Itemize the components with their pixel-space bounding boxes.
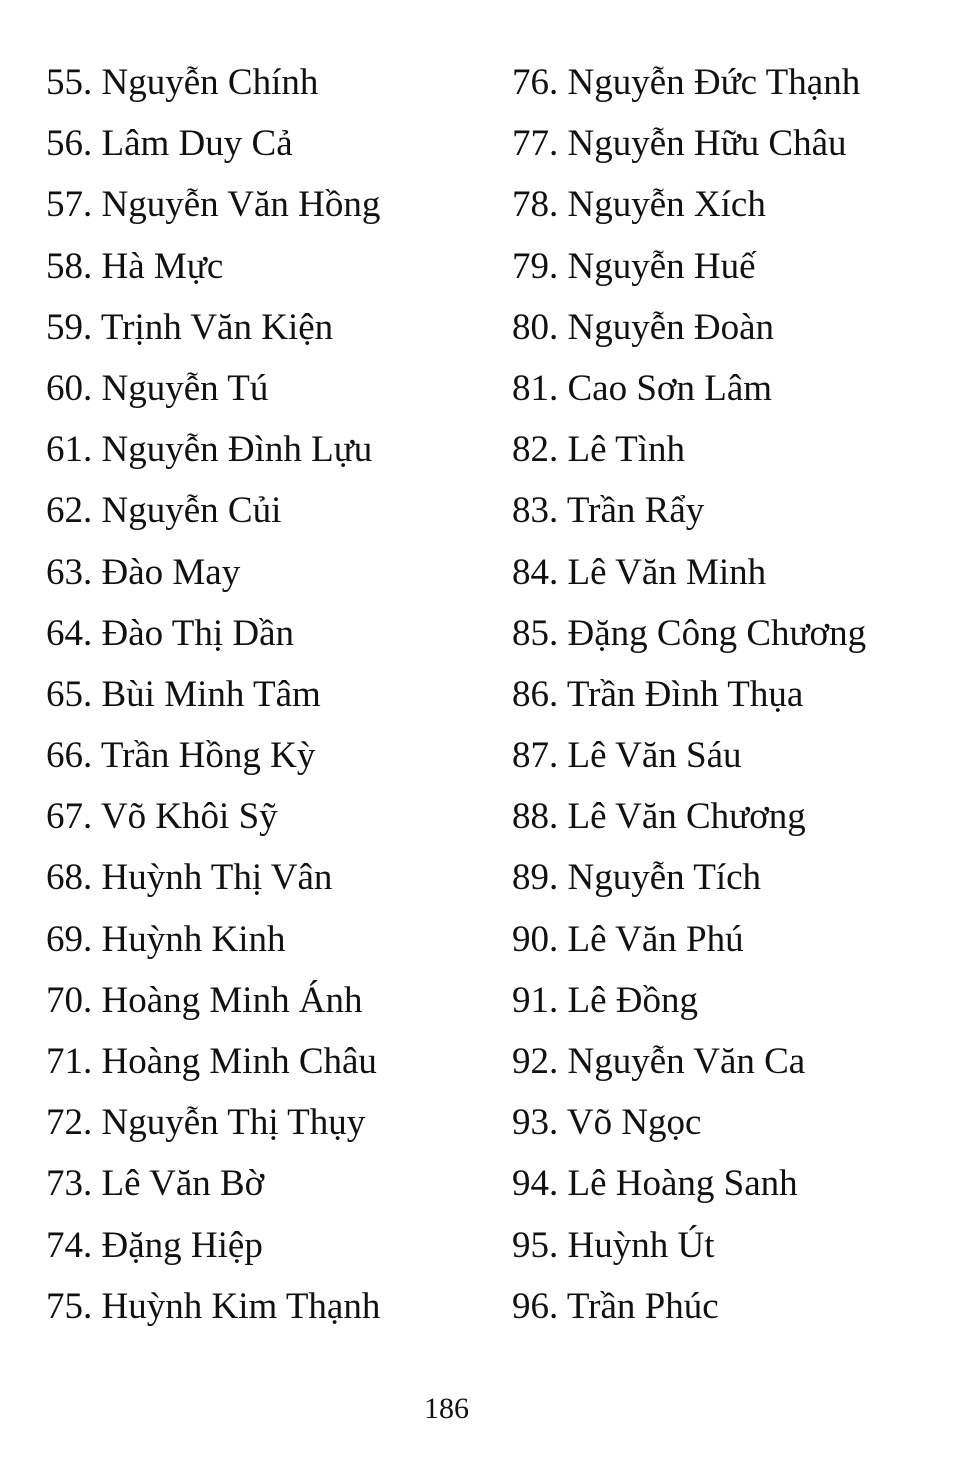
list-item <box>512 725 942 786</box>
list-item-number: 61. <box>46 429 93 471</box>
list-item-name: Lê Văn Bờ <box>101 1163 265 1205</box>
list-item-number: 63. <box>46 551 93 593</box>
list-item-name: Lâm Duy Cả <box>101 123 293 165</box>
list-item-number: 73. <box>46 1163 93 1205</box>
list-item-number: 66. <box>46 735 93 777</box>
list-item-number: 74. <box>46 1224 93 1266</box>
list-item <box>512 480 942 541</box>
list-item-number: 71. <box>46 1041 93 1082</box>
list-item-number: 86. <box>512 673 559 715</box>
list-item <box>512 970 942 1031</box>
list-item <box>46 480 476 541</box>
list-item <box>46 1153 476 1214</box>
list-item-number: 59. <box>46 306 93 348</box>
list-item-name: Nguyễn Tích <box>567 857 762 899</box>
list-item-name: Nguyễn Văn Hồng <box>101 184 381 226</box>
list-item <box>46 358 476 419</box>
list-item-number: 67. <box>46 796 93 838</box>
list-item-name: Đặng Công Chương <box>567 612 867 654</box>
list-item <box>512 1276 942 1337</box>
list-item-number: 56. <box>46 123 93 165</box>
list-item <box>46 970 476 1031</box>
list-item-name: Lê Văn Chương <box>567 796 806 838</box>
list-item-name: Nguyễn Huế <box>567 245 756 287</box>
list-item-number: 89. <box>512 857 559 899</box>
list-item-number: 78. <box>512 184 559 226</box>
list-item <box>512 1031 942 1092</box>
list-item-number: 83. <box>512 490 559 532</box>
list-item-name: Lê Văn Phú <box>567 918 744 960</box>
list-item-name: Lê Hoàng Sanh <box>567 1163 798 1205</box>
list-item-name: Lê Văn Sáu <box>567 735 742 777</box>
list-item-name: Hà Mực <box>101 245 224 287</box>
list-item <box>46 603 476 664</box>
list-item <box>46 847 476 908</box>
list-item <box>46 236 476 297</box>
list-item-name: Nguyễn Hữu Châu <box>567 123 847 165</box>
list-item <box>512 113 942 174</box>
list-item-number: 69. <box>46 918 93 960</box>
list-item-number: 79. <box>512 245 559 287</box>
list-item <box>512 603 942 664</box>
list-item-name: Cao Sơn Lâm <box>567 367 773 409</box>
list-item-name: Huỳnh Kim Thạnh <box>101 1285 381 1327</box>
list-item-number: 95. <box>512 1224 559 1266</box>
list-item-name: Trần Phúc <box>566 1285 719 1327</box>
list-item-name: Đặng Hiệp <box>101 1224 263 1266</box>
list-item-name: Nguyễn Chính <box>101 62 319 103</box>
list-item-number: 88. <box>512 796 559 838</box>
list-item <box>512 664 942 725</box>
list-item-name: Trần Hồng Kỳ <box>100 735 316 777</box>
list-item-name: Nguyễn Đức Thạnh <box>567 62 861 103</box>
name-list-right-column <box>512 52 942 1337</box>
list-item <box>512 786 942 847</box>
list-item <box>46 542 476 603</box>
list-item-number: 87. <box>512 735 559 777</box>
list-item-name: Bùi Minh Tâm <box>101 673 321 715</box>
list-item-number: 75. <box>46 1285 93 1327</box>
list-item-name: Đào Thị Dần <box>101 612 294 654</box>
list-item <box>46 297 476 358</box>
list-item <box>46 174 476 235</box>
list-item <box>46 52 476 113</box>
list-item <box>46 725 476 786</box>
list-item-number: 91. <box>512 979 559 1021</box>
list-item-number: 72. <box>46 1102 93 1144</box>
list-item-number: 60. <box>46 367 93 409</box>
list-item-number: 90. <box>512 918 559 960</box>
name-list-left-column <box>46 52 476 1337</box>
list-item-name: Nguyễn Văn Ca <box>567 1041 806 1082</box>
list-item-name: Võ Ngọc <box>566 1102 702 1144</box>
page-number: 186 <box>424 1392 469 1425</box>
list-item-number: 68. <box>46 857 93 899</box>
list-item-name: Huỳnh Thị Vân <box>101 857 333 899</box>
list-item <box>512 297 942 358</box>
list-item <box>46 786 476 847</box>
list-item-name: Hoàng Minh Ánh <box>101 979 363 1021</box>
list-item-name: Lê Đồng <box>567 979 698 1021</box>
list-item-name: Trịnh Văn Kiện <box>100 306 334 348</box>
list-item <box>512 236 942 297</box>
list-item <box>46 909 476 970</box>
list-item-number: 57. <box>46 184 93 226</box>
list-item-name: Lê Văn Minh <box>567 551 767 593</box>
list-item <box>512 909 942 970</box>
list-item-number: 62. <box>46 490 93 532</box>
list-item-name: Hoàng Minh Châu <box>101 1041 377 1082</box>
list-item-number: 77. <box>512 123 559 165</box>
list-item-name: Đào May <box>101 551 241 593</box>
list-item-number: 58. <box>46 245 93 287</box>
list-item-number: 85. <box>512 612 559 654</box>
list-item <box>512 419 942 480</box>
list-item <box>46 113 476 174</box>
list-item-name: Võ Khôi Sỹ <box>100 796 278 838</box>
list-item-name: Lê Tình <box>567 429 685 471</box>
list-item <box>512 1215 942 1276</box>
list-item-name: Trần Đình Thụa <box>566 673 804 715</box>
list-item-name: Nguyễn Thị Thụy <box>101 1102 366 1144</box>
list-item-number: 96. <box>512 1285 559 1327</box>
list-item <box>512 847 942 908</box>
list-item-number: 70. <box>46 979 93 1021</box>
list-item-name: Huỳnh Út <box>567 1224 715 1266</box>
list-item-number: 65. <box>46 673 93 715</box>
list-item-number: 92. <box>512 1041 559 1082</box>
list-item-number: 84. <box>512 551 559 593</box>
list-item-number: 94. <box>512 1163 559 1205</box>
list-item-name: Nguyễn Đình Lựu <box>101 429 373 471</box>
list-item <box>46 419 476 480</box>
list-item-name: Nguyễn Xích <box>567 184 766 226</box>
list-item-number: 64. <box>46 612 93 654</box>
list-item-name: Nguyễn Đoàn <box>567 306 775 348</box>
list-item <box>512 1153 942 1214</box>
list-item <box>46 664 476 725</box>
list-item <box>46 1092 476 1153</box>
list-item-number: 55. <box>46 62 93 103</box>
list-item-name: Nguyễn Củi <box>101 490 282 532</box>
list-item-name: Trần Rẩy <box>566 490 705 532</box>
list-item <box>512 358 942 419</box>
list-item <box>512 542 942 603</box>
list-item <box>512 174 942 235</box>
list-item <box>46 1031 476 1092</box>
list-item-name: Huỳnh Kinh <box>101 918 286 960</box>
list-item-number: 82. <box>512 429 559 471</box>
list-item-number: 76. <box>512 62 559 103</box>
list-item-name: Nguyễn Tú <box>101 367 269 409</box>
list-item-number: 80. <box>512 306 559 348</box>
list-item-number: 81. <box>512 367 559 409</box>
list-item-number: 93. <box>512 1102 559 1144</box>
list-item <box>512 52 942 113</box>
list-item <box>46 1215 476 1276</box>
list-item <box>512 1092 942 1153</box>
list-item <box>46 1276 476 1337</box>
